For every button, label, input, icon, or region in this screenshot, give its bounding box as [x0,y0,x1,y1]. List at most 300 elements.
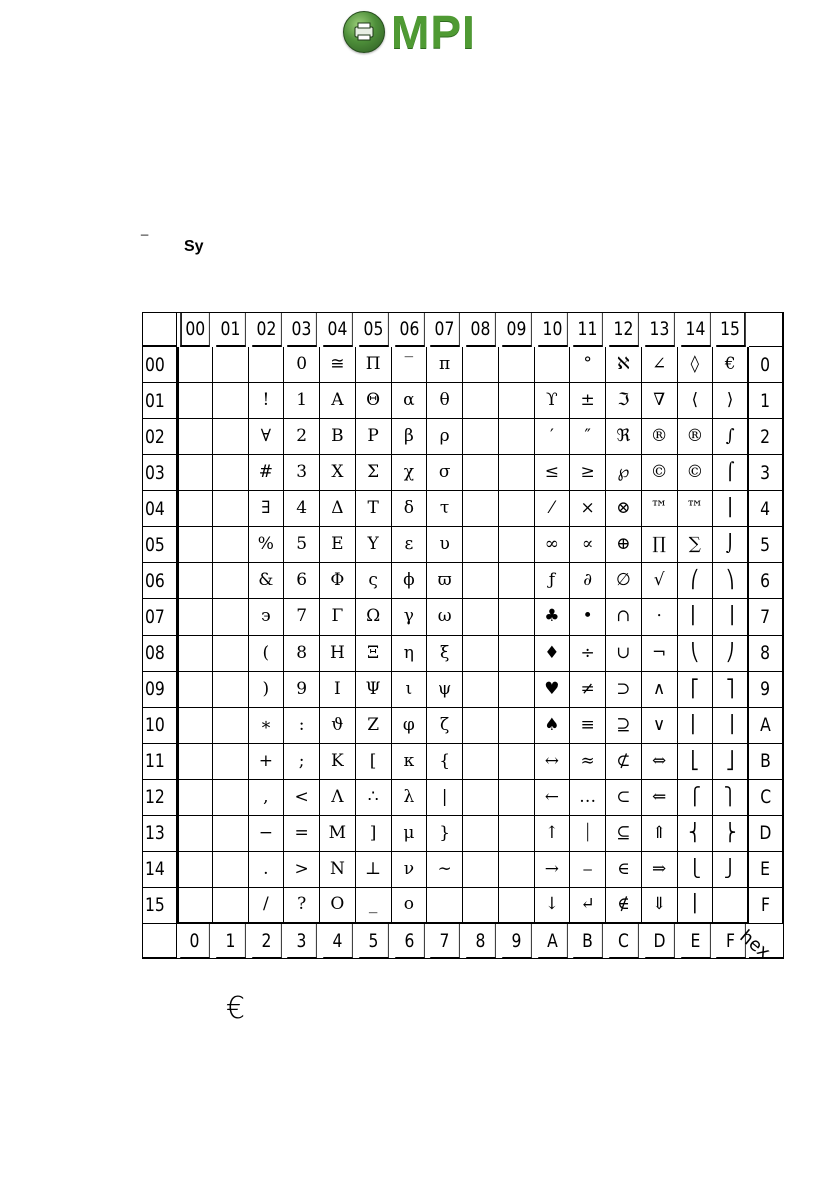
glyph-cell: Π [356,347,392,383]
glyph-cell [463,383,499,419]
glyph-cell [499,599,535,635]
glyph-cell: ⎬ [713,816,749,852]
glyph-cell: ν [392,852,428,888]
glyph-cell [213,852,249,888]
row-header-text: 00 [145,353,165,376]
glyph-cell: > [284,852,320,888]
glyph-cell: ⎡ [678,672,714,708]
glyph-cell [213,888,249,924]
glyph-cell [713,888,749,924]
glyph-cell: ⎧ [678,780,714,816]
glyph-cell [499,419,535,455]
row-header-text: 10 [145,714,165,737]
glyph-cell: χ [392,455,428,491]
glyph-cell: < [284,780,320,816]
glyph-cell: } [427,816,463,852]
glyph-cell: ∗ [249,708,285,744]
column-hex-label [216,924,245,958]
row-header-text: 06 [145,569,165,592]
glyph-cell: × [570,491,606,527]
glyph-cell: ( [249,636,285,672]
glyph-cell: ‾ [392,347,428,383]
corner-bottom-left [143,924,177,958]
glyph-cell: υ [427,527,463,563]
glyph-cell [499,636,535,672]
glyph-cell [463,419,499,455]
glyph-cell: → [535,852,571,888]
glyph-cell: ! [249,383,285,419]
glyph-cell: ƒ [535,563,571,599]
column-hex-label [573,924,602,958]
glyph-cell: ⎜ [678,599,714,635]
glyph-cell: − [249,816,285,852]
column-hex-label-text: F [726,929,736,952]
glyph-cell: © [678,455,714,491]
glyph-cell: ⊗ [606,491,642,527]
glyph-cell: ¬ [642,636,678,672]
glyph-cell: ◊ [678,347,714,383]
glyph-cell: ⊥ [356,852,392,888]
column-header [466,313,495,347]
glyph-cell: ∃ [249,491,285,527]
column-hex-label [287,924,316,958]
glyph-cell [177,672,213,708]
glyph-cell [177,636,213,672]
glyph-cell: ∏ [642,527,678,563]
dash-mark: _ [141,221,149,236]
glyph-cell: Κ [320,744,356,780]
glyph-cell: / [249,888,285,924]
glyph-cell: ϶ [249,599,285,635]
glyph-cell: ∼ [427,852,463,888]
row-hex-label [749,383,783,419]
glyph-cell: + [249,744,285,780]
glyph-cell: ∈ [606,852,642,888]
column-hex-label-text: 2 [261,929,271,952]
glyph-cell [499,491,535,527]
row-hex-label [749,744,783,780]
glyph-cell: { [427,744,463,780]
glyph-cell: ♠ [535,708,571,744]
column-hex-label-text: 6 [404,929,414,952]
glyph-cell [499,816,535,852]
glyph-cell [535,347,571,383]
glyph-cell: √ [642,563,678,599]
glyph-cell: κ [392,744,428,780]
row-hex-label-text: 4 [760,497,771,520]
glyph-cell [213,455,249,491]
row-header-text: 01 [145,389,165,412]
column-hex-label-text: D [653,929,666,952]
glyph-cell: 2 [284,419,320,455]
glyph-cell: ) [249,672,285,708]
row-hex-label-text: C [760,786,771,809]
glyph-cell [427,888,463,924]
column-hex-label-text: 8 [475,929,486,952]
row-hex-label [749,527,783,563]
column-hex-label-text: 7 [439,929,450,952]
row-hex-label [749,455,783,491]
glyph-cell: ⇐ [642,780,678,816]
glyph-cell [213,780,249,816]
glyph-cell: ⎦ [713,744,749,780]
glyph-cell: ⊂ [606,780,642,816]
row-header [143,383,177,419]
row-header [143,852,177,888]
glyph-cell: ϒ [535,383,571,419]
glyph-cell [213,347,249,383]
glyph-cell [249,347,285,383]
glyph-cell [463,455,499,491]
glyph-cell: η [392,636,428,672]
row-header-text: 15 [145,894,165,917]
row-header [143,744,177,780]
glyph-cell: ↔ [535,744,571,780]
glyph-cell: … [570,780,606,816]
glyph-cell: Ν [320,852,356,888]
row-header [143,527,177,563]
glyph-cell [177,383,213,419]
column-header-text: 05 [363,318,384,340]
row-hex-label [749,816,783,852]
row-header-text: 11 [145,750,165,773]
column-hex-label [502,924,531,958]
row-header-text: 12 [145,786,165,809]
column-header [573,313,602,347]
row-header [143,563,177,599]
glyph-cell: ⊕ [606,527,642,563]
glyph-cell: & [249,563,285,599]
column-header-text: 03 [291,318,312,340]
symbol-character-chart [142,312,784,964]
column-hex-label [252,924,281,958]
glyph-cell [463,599,499,635]
row-header [143,599,177,635]
glyph-cell: ⎣ [678,744,714,780]
column-hex-label [359,924,388,958]
row-hex-label [749,672,783,708]
column-hex-label-text: 3 [296,929,307,952]
glyph-cell [213,419,249,455]
glyph-cell [499,780,535,816]
glyph-cell [499,527,535,563]
glyph-cell: ⎛ [678,563,714,599]
row-hex-label-text: F [761,894,770,917]
glyph-cell: ≠ [570,672,606,708]
glyph-cell: Γ [320,599,356,635]
glyph-cell: ∪ [606,636,642,672]
column-header [681,313,710,347]
glyph-cell: ⇑ [642,816,678,852]
glyph-cell: ∧ [642,672,678,708]
glyph-cell [213,599,249,635]
mpi-logo [343,8,503,56]
glyph-cell: ∑ [678,527,714,563]
row-header-text: 14 [145,858,165,881]
glyph-cell: σ [427,455,463,491]
glyph-cell: β [392,419,428,455]
row-hex-label-text: 1 [760,389,771,412]
printer-icon [343,11,385,53]
glyph-cell: ξ [427,636,463,672]
column-hex-label-text: C [618,929,629,952]
glyph-cell: ⟨ [678,383,714,419]
glyph-cell [177,744,213,780]
glyph-cell: λ [392,780,428,816]
glyph-cell: ∞ [535,527,571,563]
glyph-cell: ϖ [427,563,463,599]
glyph-cell: : [284,708,320,744]
glyph-cell: ε [392,527,428,563]
glyph-cell: 6 [284,563,320,599]
glyph-cell [177,419,213,455]
glyph-cell: ∨ [642,708,678,744]
glyph-cell [463,491,499,527]
column-header-text: 00 [185,318,206,340]
glyph-cell: ® [678,419,714,455]
column-header [502,313,531,347]
glyph-cell: ≥ [570,455,606,491]
glyph-cell: ∴ [356,780,392,816]
row-hex-label-text: A [760,714,771,737]
glyph-cell [177,888,213,924]
glyph-cell: Μ [320,816,356,852]
glyph-cell: γ [392,599,428,635]
column-hex-label [395,924,424,958]
glyph-cell: ≡ [570,708,606,744]
column-header [538,313,567,347]
glyph-cell: ∩ [606,599,642,635]
column-header-text: 06 [399,318,419,340]
glyph-cell: ⎯ [570,852,606,888]
row-hex-label-text: 2 [760,425,771,448]
column-hex-label-text: E [690,929,700,952]
glyph-cell: Λ [320,780,356,816]
glyph-cell [177,491,213,527]
glyph-cell: ℵ [606,347,642,383]
glyph-cell [463,816,499,852]
glyph-cell: ∠ [642,347,678,383]
glyph-cell [499,888,535,924]
row-header [143,816,177,852]
glyph-cell: Ρ [356,419,392,455]
glyph-cell [177,852,213,888]
glyph-cell: ι [392,672,428,708]
column-header [645,313,674,347]
row-header [143,672,177,708]
glyph-cell: Η [320,636,356,672]
row-hex-label [749,636,783,672]
row-hex-label-text: 7 [760,605,771,628]
glyph-cell: 3 [284,455,320,491]
column-hex-label-text: 0 [189,929,200,952]
glyph-cell: Δ [320,491,356,527]
row-header-text: 05 [145,533,165,556]
row-header [143,888,177,924]
row-hex-label-text: 8 [760,642,771,665]
column-header [287,313,316,347]
glyph-cell: ⇔ [642,744,678,780]
glyph-cell: , [249,780,285,816]
row-hex-label [749,347,783,383]
glyph-cell: ⎮ [713,491,749,527]
glyph-cell: Ψ [356,672,392,708]
glyph-cell: Χ [320,455,356,491]
column-hex-label-text: 4 [332,929,343,952]
row-hex-label [749,599,783,635]
row-hex-label-text: 6 [760,569,771,592]
glyph-cell: ⌠ [713,455,749,491]
glyph-cell: 4 [284,491,320,527]
glyph-cell: _ [356,888,392,924]
column-hex-label [323,924,352,958]
glyph-cell: ° [570,347,606,383]
glyph-cell: 0 [284,347,320,383]
glyph-cell: ⁄ [535,491,571,527]
glyph-cell: ↑ [535,816,571,852]
row-header [143,780,177,816]
glyph-cell: ⎥ [713,708,749,744]
column-header-text: 01 [220,318,241,340]
column-header-text: 12 [613,318,634,340]
logo-text: MPI [391,6,476,58]
glyph-cell: ⎢ [678,708,714,744]
glyph-cell [213,672,249,708]
glyph-cell [499,672,535,708]
glyph-cell: Β [320,419,356,455]
glyph-cell: ™ [678,491,714,527]
glyph-cell: ∅ [606,563,642,599]
glyph-cell: ϑ [320,708,356,744]
column-header-text: 13 [649,318,670,340]
column-header-text: 11 [577,318,598,340]
row-header [143,419,177,455]
euro-symbol: € [226,991,246,1026]
hex-corner-label [735,924,783,964]
glyph-cell: ⎭ [713,852,749,888]
glyph-cell: ς [356,563,392,599]
glyph-cell [463,347,499,383]
glyph-cell: μ [392,816,428,852]
glyph-cell: ∝ [570,527,606,563]
glyph-cell: ÷ [570,636,606,672]
glyph-cell [177,599,213,635]
row-header [143,455,177,491]
glyph-cell: ≤ [535,455,571,491]
glyph-cell: | [427,780,463,816]
column-header [430,313,459,347]
glyph-cell: ? [284,888,320,924]
glyph-cell: ↓ [535,888,571,924]
glyph-cell: ∉ [606,888,642,924]
glyph-cell [463,672,499,708]
glyph-cell: ⋅ [642,599,678,635]
glyph-cell: Α [320,383,356,419]
column-hex-label [609,924,638,958]
glyph-cell: ⟩ [713,383,749,419]
glyph-cell [499,744,535,780]
glyph-cell: ∀ [249,419,285,455]
row-hex-label [749,888,783,924]
glyph-cell: ← [535,780,571,816]
glyph-cell: € [713,347,749,383]
glyph-cell: ↵ [570,888,606,924]
section-title: Sy [184,238,204,255]
glyph-cell: ρ [427,419,463,455]
glyph-cell: Ζ [356,708,392,744]
glyph-cell: ⎫ [713,780,749,816]
glyph-cell: Ξ [356,636,392,672]
row-hex-label-text: D [759,822,772,845]
glyph-cell: ″ [570,419,606,455]
glyph-cell [177,347,213,383]
column-hex-label-text: 5 [368,929,379,952]
glyph-cell: α [392,383,428,419]
glyph-cell [499,383,535,419]
glyph-cell [499,708,535,744]
glyph-cell [213,563,249,599]
glyph-cell [177,780,213,816]
column-header-text: 04 [327,318,348,340]
glyph-cell: ℜ [606,419,642,455]
glyph-cell [463,708,499,744]
column-header [395,313,424,347]
glyph-cell [213,816,249,852]
corner-top-left [143,313,177,347]
glyph-cell [213,383,249,419]
glyph-cell: ⎤ [713,672,749,708]
glyph-cell [213,491,249,527]
glyph-cell [463,563,499,599]
glyph-cell: Τ [356,491,392,527]
glyph-cell: = [284,816,320,852]
glyph-cell: ∫ [713,419,749,455]
glyph-cell [463,780,499,816]
row-hex-label-text: 5 [760,533,771,556]
hex-corner-label-text: hex [735,926,775,964]
glyph-cell: ≅ [320,347,356,383]
glyph-cell: ⊃ [606,672,642,708]
column-hex-label [466,924,495,958]
glyph-cell [213,636,249,672]
column-header [609,313,638,347]
glyph-cell: ⌡ [713,527,749,563]
column-header-text: 08 [470,318,491,340]
column-header [323,313,352,347]
corner-top-right [749,313,783,347]
glyph-cell: ⊄ [606,744,642,780]
column-hex-label [180,924,209,958]
row-hex-label [749,780,783,816]
row-hex-label-text: E [760,858,771,881]
glyph-cell: ⊇ [606,708,642,744]
glyph-cell: [ [356,744,392,780]
glyph-cell: ℘ [606,455,642,491]
glyph-cell: 5 [284,527,320,563]
glyph-cell: ® [642,419,678,455]
glyph-cell: φ [392,708,428,744]
glyph-cell: ] [356,816,392,852]
column-header [716,313,745,347]
column-header-text: 15 [720,318,741,340]
column-hex-label [645,924,674,958]
glyph-cell [177,527,213,563]
row-hex-label [749,491,783,527]
column-hex-label-text: 9 [511,929,522,952]
column-header-text: 14 [685,318,705,340]
glyph-cell [177,708,213,744]
row-hex-label [749,563,783,599]
